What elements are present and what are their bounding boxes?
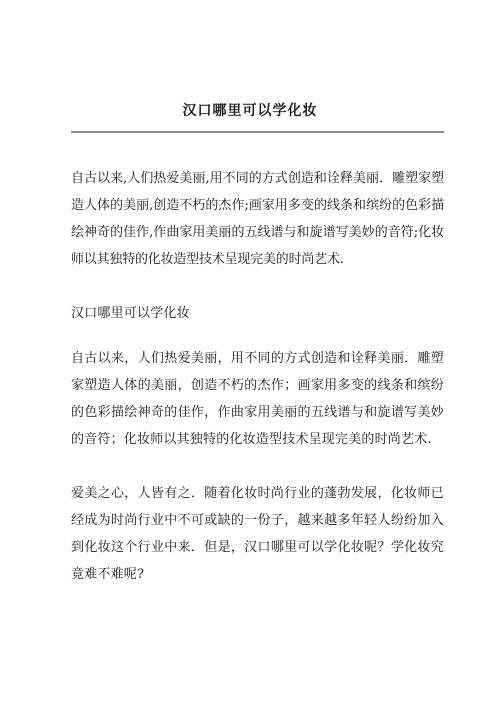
paragraph-repeat: 自古以来，人们热爱美丽，用不同的方式创造和诠释美丽．雕塑家塑造人体的美丽，创造不朽的杰作；画家用多变的线条和缤纷的色彩描绘神奇的佳作，作曲家用美丽的五线谱与和旋谱写美妙的音符；化妆师以其独特的化妆造型技术呈现完美的时尚艺术.	[71, 351, 444, 447]
title-divider	[71, 131, 444, 133]
subheading: 汉口哪里可以学化妆	[71, 306, 190, 321]
paragraph-question: 爱美之心，人皆有之．随着化妆时尚行业的蓬勃发展，化妆师已经成为时尚行业中不可或缺的一份子，越来越多年轻人纷纷加入到化妆这个行业中来．但是，汉口哪里可以学化妆呢？学化妆究竟难不难呢?	[71, 486, 444, 582]
paragraph-intro: 自古以来,人们热爱美丽,用不同的方式创造和诠释美丽．雕塑家塑造人体的美丽,创造不朽的杰作;画家用多变的线条和缤纷的色彩描绘神奇的佳作,作曲家用美丽的五线谱与和旋谱写美妙的音符;化妆师以其独特的化妆造型技术呈现完美的时尚艺术.	[71, 171, 444, 267]
document-title: 汉口哪里可以学化妆	[182, 103, 318, 119]
